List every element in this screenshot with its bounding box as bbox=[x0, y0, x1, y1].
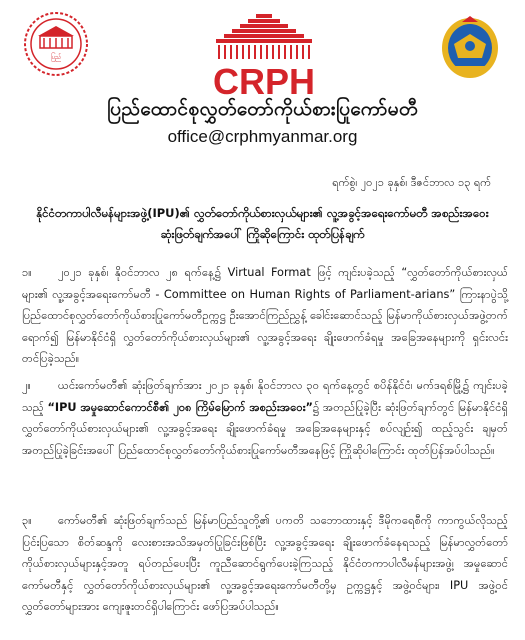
state-seal-logo bbox=[440, 14, 500, 80]
crph-logo bbox=[190, 12, 338, 98]
paragraph-number: ၂။ bbox=[22, 379, 31, 392]
paragraph-text: ကော်မတီ၏ ဆုံးဖြတ်ချက်သည် မြန်မာပြည်သူတို့၏ ပကတိ သဘောထားနှင့် ဒီမိုကရေစီကို ကာကွယ်လိုသည့် ပြင်းပြသော စိတ်ဆန္ဒကို လေးစားအသိအမှတ်ပြုခြင်းဖြစ်ပြီး လူ့အခွင့်အရေး ချိုးဖောက်ခံနေရသည့် မြန်မာလွှတ်တော်ကိုယ်စားလှယ်များနှင့်အတူ ရပ်တည်ပေးပြီး ကူညီဆောင်ရွက်ပေးခဲ့ကြသည့် နိုင်ငံတကာပါလီမန်များအဖွဲ့၊ အမှုဆောင်ကော်မတီနှင့် လွှတ်တော်ကိုယ်စားလှယ်များ၏ လူ့အခွင့်အရေးကော်မတီတို့မှ ဥက္ကဋ္ဌနှင့် အဖွဲ့ဝင်များ၊ IPU အဖွဲ့ဝင်လွှတ်တော်များအား ကျေးဇူးတင်ရှိပါကြောင်း ဖော်ပြအပ်ပါသည်။ bbox=[22, 514, 508, 613]
paragraph-text-continued: ၌ အတည်ပြုခဲ့ပြီး ဆုံးဖြတ်ချက်တွင် မြန်မာနိုင်ငံရှိ လွှတ်တော်ကိုယ်စားလှယ်များ၏ လူ့အခွင့်အရေး ချိုးဖောက်ခံရမှု အခြေအနေများနှင့် စပ်လျဉ်း၍ ထည့်သွင်း ချမှတ်အတည်ပြုခဲ့ခြင်းအပေါ် ပြည်ထောင်စုလွှတ်တော်ကိုယ်စားပြုကော်မတီအနေဖြင့် ကြိုဆိုပါကြောင်း ထုတ်ပြန်အပ်ပါသည်။ bbox=[22, 400, 508, 457]
paragraph-2 bbox=[22, 375, 508, 461]
svg-text:CRPH: CRPH bbox=[212, 61, 316, 98]
meeting-name-highlight: “IPU အမှုဆောင်ကောင်စီ၏ ၂၀၈ ကြိမ်မြောက် အစည်းအဝေး” bbox=[47, 400, 313, 414]
paragraph-text: ယင်းကော်မတီ၏ ဆုံးဖြတ်ချက်အား ၂၀၂၁ ခုနှစ်၊ နိုဝင်ဘာလ ၃၀ ရက်နေ့တွင် စပိန်နိုင်ငံ၊ မက်ဒရစ်မြို့၌ ကျင်းပခဲ့သည့် bbox=[22, 379, 508, 414]
contact-email: office@crphmyanmar.org bbox=[167, 127, 358, 146]
paragraph-text: ၂၀၂၁ ခုနှစ်၊ နိုဝင်ဘာလ ၂၈ ရက်နေ့၌ Virtual Format ဖြင့် ကျင်းပခဲ့သည့် “လွှတ်တော်ကိုယ်စားလှယ်များ၏ လူ့အခွင့်အရေးကော်မတီ - Committee on Human Rights of Parliament-arians” ကြားနာပွဲသို့ ပြည်ထောင်စုလွှတ်တော်ကိုယ်စားပြုကော်မတီဥက္ကဋ္ဌ ဦးအောင်ကြည်ညွှန့် ခေါင်းဆောင်သည့် မြန်မာကိုယ်စားလှယ်အဖွဲ့တက်ရောက်၍ မြန်မာနိုင်ငံရှိ လွှတ်တော်ကိုယ်စားလှယ်များ၏ လူ့အခွင့်အရေး ချိုးဖောက်ခံရမှု အခြေအနေများကို ရှင်းလင်းတင်ပြခဲ့သည်။ bbox=[22, 266, 508, 365]
paragraph-3 bbox=[22, 510, 508, 618]
svg-text:ပြည်: ပြည် bbox=[50, 54, 62, 61]
statement-heading: နိုင်ငံတကာပါလီမန်များအဖွဲ့(IPU)၏ လွှတ်တော်ကိုယ်စားလှယ်များ၏ လူ့အခွင့်အရေးကော်မတီ အစည်းအဝေးဆုံးဖြတ်ချက်အပေါ် ကြိုဆိုကြောင်း ထုတ်ပြန်ချက် bbox=[36, 206, 489, 241]
parliament-emblem-logo bbox=[22, 10, 90, 78]
paragraph-1 bbox=[22, 262, 508, 370]
document-date: ရက်စွဲ၊ ၂၀၂၁ ခုနှစ်၊ ဒီဇင်ဘာလ ၁၃ ရက် bbox=[332, 176, 491, 189]
paragraph-number: ၃။ bbox=[22, 514, 32, 527]
org-title: ပြည်ထောင်စုလွှတ်တော်ကိုယ်စားပြုကော်မတီ bbox=[106, 98, 419, 120]
paragraph-number: ၁။ bbox=[22, 266, 32, 279]
